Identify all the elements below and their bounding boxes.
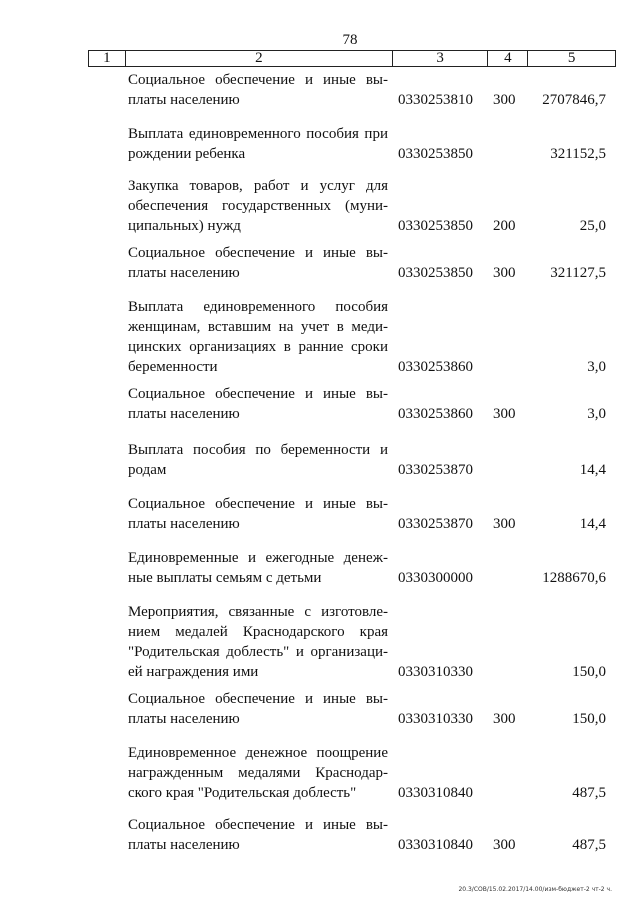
row-code: 0330310330 xyxy=(398,664,473,680)
table-row xyxy=(0,743,640,803)
table-row xyxy=(0,494,640,534)
row-code: 0330253860 xyxy=(398,406,473,422)
row-type: 300 xyxy=(493,265,516,281)
table-row xyxy=(0,124,640,164)
description-line: платы населению xyxy=(128,406,240,422)
row-code: 0330253810 xyxy=(398,92,473,108)
description-line: Единовременное денежное поощрение xyxy=(128,745,388,761)
description-line: ные выплаты семьям с детьми xyxy=(128,570,322,586)
description-line: платы населению xyxy=(128,837,240,853)
description-line: Социальное обеспечение и иные вы- xyxy=(128,691,388,707)
row-code: 0330253850 xyxy=(398,146,473,162)
row-description xyxy=(128,297,388,377)
table-row xyxy=(0,548,640,588)
row-code: 0330253860 xyxy=(398,359,473,375)
row-amount: 150,0 xyxy=(572,664,606,680)
row-code: 0330310840 xyxy=(398,785,473,801)
description-line: Единовременные и ежегодные денеж- xyxy=(128,550,388,566)
description-line: Мероприятия, связанные с изготовле- xyxy=(128,604,388,620)
table-row xyxy=(0,602,640,682)
table-row xyxy=(0,297,640,377)
description-line: ей награждения ими xyxy=(128,664,259,680)
column-header-4: 4 xyxy=(488,51,528,66)
row-type: 300 xyxy=(493,837,516,853)
column-header-2: 2 xyxy=(126,51,393,66)
row-description xyxy=(128,548,388,588)
table-row xyxy=(0,176,640,236)
description-line: ципальных) нужд xyxy=(128,218,241,234)
row-type: 300 xyxy=(493,711,516,727)
row-amount: 487,5 xyxy=(572,837,606,853)
row-amount: 321127,5 xyxy=(550,265,606,281)
row-amount: 14,4 xyxy=(579,516,606,532)
column-header-1: 1 xyxy=(89,51,126,66)
description-line: Выплата единовременного пособия xyxy=(128,299,388,315)
description-line: цинских организациях в ранние сроки xyxy=(128,339,388,355)
description-line: "Родительская доблесть" и организаци- xyxy=(128,644,388,660)
description-line: платы населению xyxy=(128,265,240,281)
column-header-3: 3 xyxy=(393,51,489,66)
description-line: Социальное обеспечение и иные вы- xyxy=(128,496,388,512)
row-amount: 3,0 xyxy=(587,359,606,375)
row-amount: 14,4 xyxy=(579,462,606,478)
table-row xyxy=(0,440,640,480)
row-code: 0330253870 xyxy=(398,516,473,532)
row-amount: 487,5 xyxy=(572,785,606,801)
row-amount: 150,0 xyxy=(572,711,606,727)
row-description xyxy=(128,124,388,164)
row-description xyxy=(128,602,388,682)
row-description xyxy=(128,243,388,283)
row-description xyxy=(128,70,388,110)
table-row xyxy=(0,689,640,729)
row-type: 300 xyxy=(493,406,516,422)
table-row xyxy=(0,384,640,424)
row-amount: 2707846,7 xyxy=(542,92,606,108)
description-line: Выплата единовременного пособия при xyxy=(128,126,388,142)
row-code: 0330310330 xyxy=(398,711,473,727)
description-line: беременности xyxy=(128,359,218,375)
row-description xyxy=(128,384,388,424)
row-description xyxy=(128,440,388,480)
page-number: 78 xyxy=(342,32,358,48)
description-line: ского края "Родительская доблесть" xyxy=(128,785,357,801)
description-line: Социальное обеспечение и иные вы- xyxy=(128,386,388,402)
row-description xyxy=(128,689,388,729)
row-amount: 3,0 xyxy=(587,406,606,422)
description-line: Закупка товаров, работ и услуг для xyxy=(128,178,388,194)
description-line: нием медалей Краснодарского края xyxy=(128,624,388,640)
row-amount: 25,0 xyxy=(579,218,606,234)
table-row xyxy=(0,243,640,283)
row-code: 0330253850 xyxy=(398,265,473,281)
description-line: женщинам, вставшим на учет в меди- xyxy=(128,319,388,335)
row-code: 0330253850 xyxy=(398,218,473,234)
description-line: награжденным медалями Краснодар- xyxy=(128,765,388,781)
table-row xyxy=(0,70,640,110)
description-line: Социальное обеспечение и иные вы- xyxy=(128,817,388,833)
description-line: Социальное обеспечение и иные вы- xyxy=(128,245,388,261)
row-type: 300 xyxy=(493,516,516,532)
description-line: Социальное обеспечение и иные вы- xyxy=(128,72,388,88)
description-line: Выплата пособия по беременности и xyxy=(128,442,388,458)
table-row xyxy=(0,815,640,855)
description-line: платы населению xyxy=(128,516,240,532)
row-type: 200 xyxy=(493,218,516,234)
column-header-5: 5 xyxy=(567,50,576,66)
row-description xyxy=(128,743,388,803)
row-description xyxy=(128,176,388,236)
description-line: обеспечения государственных (муни- xyxy=(128,198,388,214)
description-line: родам xyxy=(128,462,167,478)
row-code: 0330253870 xyxy=(398,462,473,478)
description-line: рождении ребенка xyxy=(128,146,246,162)
description-line: платы населению xyxy=(128,711,240,727)
row-code: 0330300000 xyxy=(398,570,473,586)
row-description xyxy=(128,494,388,534)
row-amount: 1288670,6 xyxy=(542,570,606,586)
footer-note: 20.3/СОВ/15.02.2017/14.00/изм-бюджет-2 чт-2 ч. xyxy=(458,886,612,893)
row-description xyxy=(128,815,388,855)
row-code: 0330310840 xyxy=(398,837,473,853)
row-type: 300 xyxy=(493,92,516,108)
row-amount: 321152,5 xyxy=(550,146,606,162)
description-line: платы населению xyxy=(128,92,240,108)
